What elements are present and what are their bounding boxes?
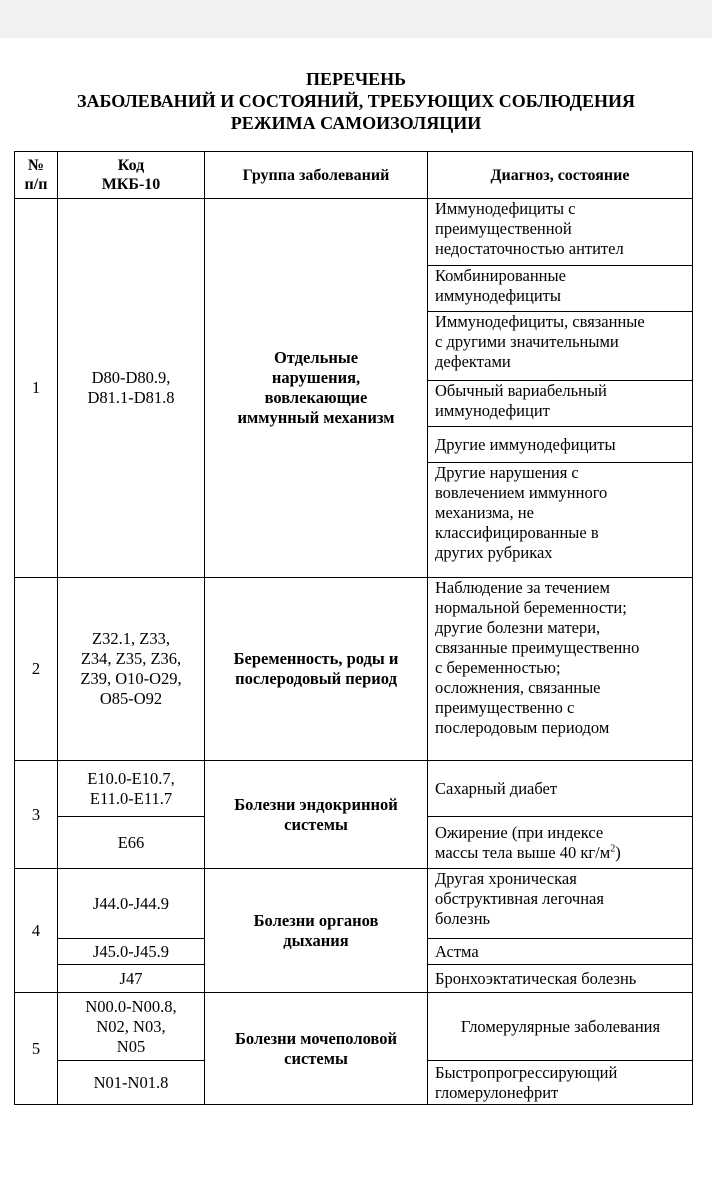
- table-row: [15, 199, 693, 266]
- icd-code: E66: [58, 817, 205, 869]
- diagnosis-cell: Бронхоэктатическая болезнь: [428, 965, 693, 993]
- icd-code: D80-D80.9, D81.1-D81.8: [58, 199, 205, 578]
- disease-group: Болезни органов дыхания: [205, 869, 428, 993]
- table-row: [15, 761, 693, 817]
- diagnosis-cell: Другая хроническая обструктивная легочная болезнь: [428, 869, 693, 939]
- row-number: 2: [15, 578, 58, 761]
- icd-code: N00.0-N00.8, N02, N03, N05: [58, 993, 205, 1061]
- diagnosis-cell: Наблюдение за течением нормальной беременности; другие болезни матери, связанные преимущественно с беременностью; осложнения, связанные преимущественно с послеродовым периодом: [428, 578, 693, 761]
- diagnosis-cell: Обычный вариабельный иммунодефицит: [428, 381, 693, 427]
- icd-code: J45.0-J45.9: [58, 939, 205, 965]
- header-num: № п/п: [15, 152, 58, 199]
- diagnosis-cell: Другие иммунодефициты: [428, 427, 693, 463]
- diagnosis-cell: Комбинированные иммунодефициты: [428, 266, 693, 312]
- diagnosis-cell: Ожирение (при индексе массы тела выше 40 $кг/м^2$): [428, 817, 693, 869]
- header-group: Группа заболеваний: [205, 152, 428, 199]
- viewer-top-bar: [0, 0, 712, 38]
- title-line-1: ПЕРЕЧЕНЬ: [305, 69, 407, 89]
- diagnosis-cell: Быстропрогрессирующий гломерулонефрит: [428, 1061, 693, 1105]
- diagnosis-cell: Сахарный диабет: [428, 761, 693, 817]
- disease-group: Отдельные нарушения, вовлекающие иммунный механизм: [205, 199, 428, 578]
- row-number: 3: [15, 761, 58, 869]
- icd-code: N01-N01.8: [58, 1061, 205, 1105]
- header-code: Код МКБ-10: [58, 152, 205, 199]
- table-header-row: [15, 152, 693, 199]
- disease-group: Беременность, роды и послеродовый период: [205, 578, 428, 761]
- disease-table: [14, 151, 693, 1105]
- header-diagnosis: Диагноз, состояние: [428, 152, 693, 199]
- table-row: [15, 578, 693, 761]
- title-line-3: РЕЖИМА САМОИЗОЛЯЦИИ: [230, 113, 482, 133]
- row-number: 4: [15, 869, 58, 993]
- icd-code: E10.0-E10.7, E11.0-E11.7: [58, 761, 205, 817]
- disease-group: Болезни эндокринной системы: [205, 761, 428, 869]
- table-row: [15, 993, 693, 1061]
- row-number: 1: [15, 199, 58, 578]
- disease-group: Болезни мочеполовой системы: [205, 993, 428, 1105]
- diagnosis-cell: Иммунодефициты с преимущественной недостаточностью антител: [428, 199, 693, 266]
- diagnosis-cell: Астма: [428, 939, 693, 965]
- icd-code: J47: [58, 965, 205, 993]
- diagnosis-cell: Гломерулярные заболевания: [428, 993, 693, 1061]
- diagnosis-cell: Другие нарушения с вовлечением иммунного механизма, не классифицированные в других рубриках: [428, 463, 693, 578]
- diagnosis-cell: Иммунодефициты, связанные с другими значительными дефектами: [428, 312, 693, 381]
- title-line-2: ЗАБОЛЕВАНИЙ И СОСТОЯНИЙ, ТРЕБУЮЩИХ СОБЛЮДЕНИЯ: [77, 91, 635, 111]
- page-title: [0, 68, 712, 134]
- icd-code: J44.0-J44.9: [58, 869, 205, 939]
- table-row: [15, 869, 693, 939]
- icd-code: Z32.1, Z33, Z34, Z35, Z36, Z39, O10-O29, O85-O92: [58, 578, 205, 761]
- row-number: 5: [15, 993, 58, 1105]
